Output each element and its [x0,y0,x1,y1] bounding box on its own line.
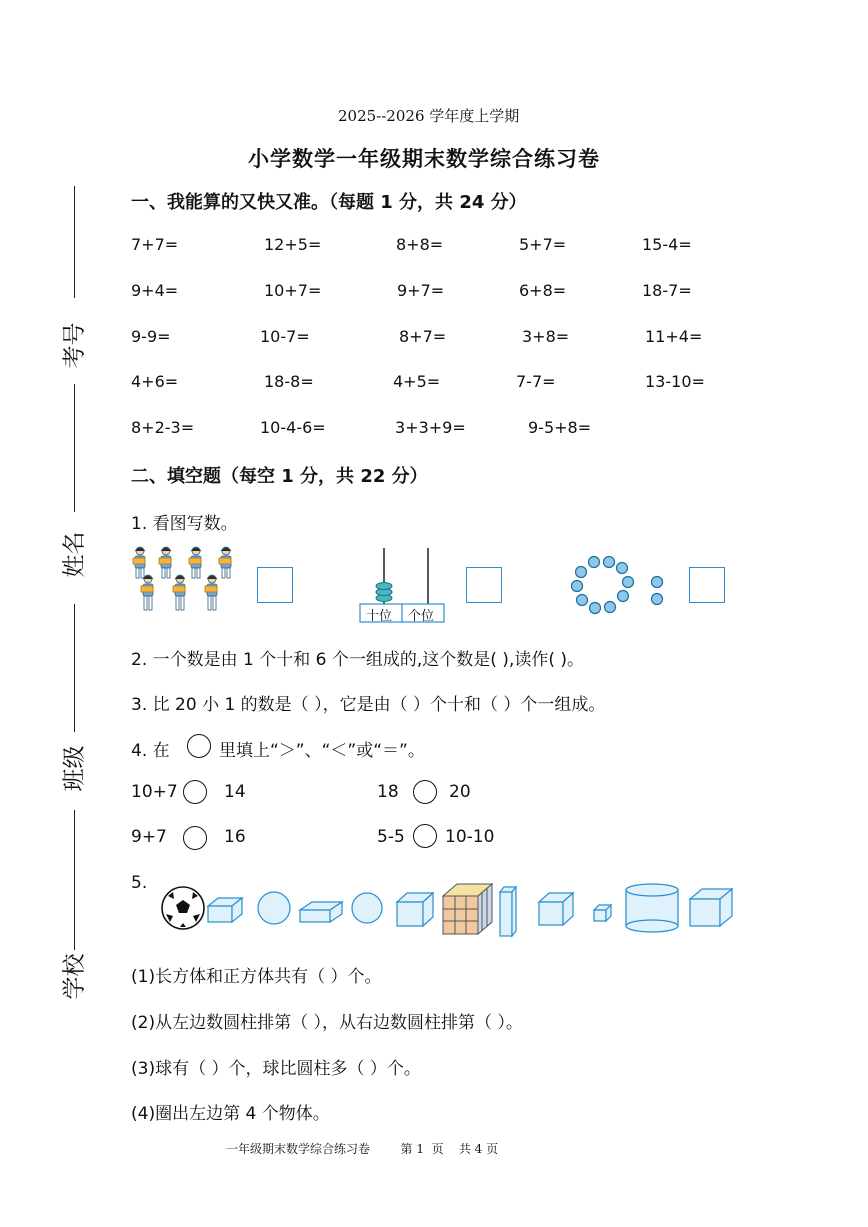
answer-box-abacus[interactable] [466,567,502,603]
calc-item: 18-7= [642,281,692,300]
rubik-cube-icon [443,884,492,934]
calc-item: 9-9= [131,327,171,346]
page-title: 小学数学一年级期末数学综合练习卷 [248,146,600,171]
calc-item: 15-4= [642,235,692,254]
margin-line-4 [74,810,75,950]
children-picture [130,544,242,626]
question-5: 5. [131,873,148,893]
calc-item: 4+5= [393,372,441,391]
compare-left: 10+7 [131,782,178,802]
circle-symbol-icon [187,734,211,758]
question-3: 3. 比 20 小 1 的数是（ ），它是由（ ）个十和（ ）个一组成。 [131,695,606,715]
school-year: 2025--2026 学年度上学期 [338,107,520,125]
calc-item: 12+5= [264,235,322,254]
dot-ring-picture [568,552,668,622]
compare-left: 5-5 [377,827,405,847]
calc-item: 18-8= [264,372,314,391]
margin-school: 学校 [61,953,88,1000]
section2-heading: 二、填空题（每空 1 分，共 22 分） [131,466,428,487]
compare-circle[interactable] [413,780,437,804]
compare-right: 10-10 [445,827,495,847]
calc-item: 3+3+9= [395,418,466,437]
question-1: 1. 看图写数。 [131,514,238,534]
calc-item: 10-7= [260,327,310,346]
margin-line-1 [74,186,75,298]
calc-item: 8+7= [399,327,447,346]
question-4-suffix: 里填上“＞”、“＜”或“＝”。 [219,741,425,761]
question-2: 2. 一个数是由 1 个十和 6 个一组成的,这个数是( ),读作( )。 [131,650,585,670]
calc-item: 7+7= [131,235,179,254]
page-footer: 一年级期末数学综合练习卷 第 1 页 共 4 页 [226,1142,499,1156]
compare-right: 20 [449,782,471,802]
compare-circle[interactable] [183,780,207,804]
compare-right: 14 [224,782,246,802]
question-5-3: (3)球有（ ）个，球比圆柱多（ ）个。 [131,1059,421,1079]
calc-item: 6+8= [519,281,567,300]
calc-item: 7-7= [516,372,556,391]
compare-left: 9+7 [131,827,167,847]
calc-item: 10-4-6= [260,418,326,437]
margin-name: 姓名 [61,531,88,578]
margin-exam-no: 考号 [61,322,88,369]
soccer-ball-icon [162,887,204,929]
compare-circle[interactable] [183,826,207,850]
calc-item: 10+7= [264,281,322,300]
margin-line-2 [74,384,75,512]
section1-heading: 一、我能算的又快又准。（每题 1 分，共 24 分） [131,192,527,213]
answer-box-children[interactable] [257,567,293,603]
solid-shapes-row [160,880,740,940]
question-4-prefix: 4. 在 [131,741,170,761]
margin-class: 班级 [61,745,88,792]
compare-right: 16 [224,827,246,847]
calc-item: 13-10= [645,372,705,391]
calc-item: 3+8= [522,327,570,346]
answer-box-dots[interactable] [689,567,725,603]
compare-circle[interactable] [413,824,437,848]
abacus-tens-label: 十位 [366,609,393,624]
margin-line-3 [74,604,75,732]
abacus-ones-label: 个位 [408,609,435,624]
calc-item: 4+6= [131,372,179,391]
calc-item: 8+8= [396,235,444,254]
calc-item: 5+7= [519,235,567,254]
calc-item: 9+4= [131,281,179,300]
question-5-1: (1)长方体和正方体共有（ ）个。 [131,967,382,987]
calc-item: 9-5+8= [528,418,592,437]
question-5-4: (4)圈出左边第 4 个物体。 [131,1104,330,1124]
calc-item: 9+7= [397,281,445,300]
question-5-2: (2)从左边数圆柱排第（ ），从右边数圆柱排第（ ）。 [131,1013,523,1033]
calc-item: 11+4= [645,327,703,346]
calc-item: 8+2-3= [131,418,195,437]
compare-left: 18 [377,782,399,802]
